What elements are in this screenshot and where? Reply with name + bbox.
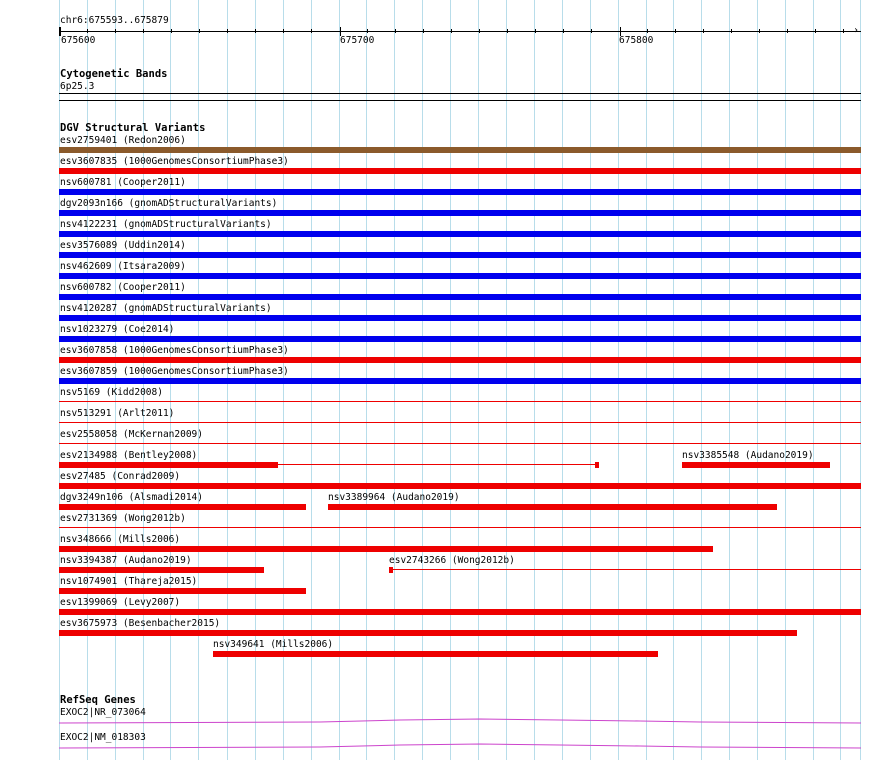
variant-label[interactable]: dgv2093n166 (gnomADStructuralVariants): [60, 198, 278, 209]
variant-label[interactable]: nsv349641 (Mills2006): [213, 639, 334, 650]
variant-label[interactable]: nsv513291 (Arlt2011): [60, 408, 175, 419]
variant-label[interactable]: nsv600782 (Cooper2011): [60, 282, 186, 293]
variant-label[interactable]: esv1399069 (Levy2007): [60, 597, 181, 608]
ruler-tick-label: 675600: [61, 35, 96, 46]
variant-label[interactable]: esv2731369 (Wong2012b): [60, 513, 186, 524]
variant-label[interactable]: nsv1023279 (Coe2014): [60, 324, 175, 335]
cytoband-label[interactable]: 6p25.3: [60, 81, 95, 92]
variant-label[interactable]: esv3607858 (1000GenomesConsortiumPhase3): [60, 345, 289, 356]
variant-label[interactable]: nsv3394387 (Audano2019): [60, 555, 192, 566]
variant-label[interactable]: nsv1074901 (Thareja2015): [60, 576, 198, 587]
variant-label[interactable]: nsv5169 (Kidd2008): [60, 387, 163, 398]
variant-label[interactable]: esv3607835 (1000GenomesConsortiumPhase3): [60, 156, 289, 167]
variant-label[interactable]: nsv600781 (Cooper2011): [60, 177, 186, 188]
variant-label[interactable]: esv27485 (Conrad2009): [60, 471, 181, 482]
variant-label[interactable]: nsv3385548 (Audano2019): [682, 450, 814, 461]
gene-label[interactable]: EXOC2|NM_018303: [60, 732, 146, 743]
ruler-arrow-icon: ›: [853, 25, 860, 36]
variant-label[interactable]: esv3675973 (Besenbacher2015): [60, 618, 221, 629]
gene-intron-line[interactable]: [59, 744, 861, 748]
variant-label[interactable]: nsv348666 (Mills2006): [60, 534, 181, 545]
variant-label[interactable]: esv2759401 (Redon2006): [60, 135, 186, 146]
variant-label[interactable]: esv2558058 (McKernan2009): [60, 429, 203, 440]
gene-label[interactable]: EXOC2|NR_073064: [60, 707, 146, 718]
variant-label[interactable]: nsv462609 (Itsara2009): [60, 261, 186, 272]
track-title: RefSeq Genes: [60, 694, 136, 706]
variant-label[interactable]: esv3576089 (Uddin2014): [60, 240, 186, 251]
track-title: Cytogenetic Bands: [60, 68, 168, 80]
ruler-tick-label: 675800: [619, 35, 654, 46]
variant-label[interactable]: esv2743266 (Wong2012b): [389, 555, 515, 566]
variant-label[interactable]: nsv4120287 (gnomADStructuralVariants): [60, 303, 272, 314]
variant-label[interactable]: nsv4122231 (gnomADStructuralVariants): [60, 219, 272, 230]
variant-label[interactable]: nsv3389964 (Audano2019): [328, 492, 460, 503]
variant-label[interactable]: esv2134988 (Bentley2008): [60, 450, 198, 461]
variant-label[interactable]: dgv3249n106 (Alsmadi2014): [60, 492, 203, 503]
ruler-tick-label: 675700: [340, 35, 375, 46]
track-title: DGV Structural Variants: [60, 122, 206, 134]
location-label: chr6:675593..675879: [60, 15, 169, 26]
variant-label[interactable]: esv3607859 (1000GenomesConsortiumPhase3): [60, 366, 289, 377]
gene-intron-line[interactable]: [59, 719, 861, 723]
